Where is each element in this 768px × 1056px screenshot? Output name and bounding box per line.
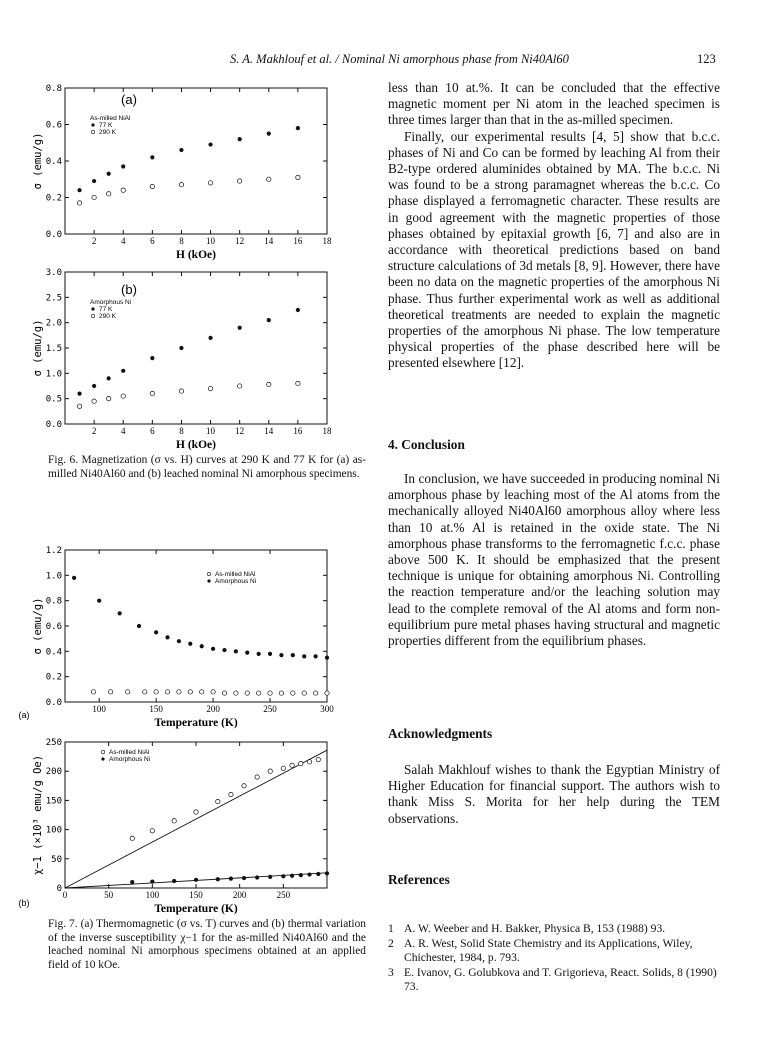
data-point <box>216 799 220 803</box>
x-tick-label: 250 <box>263 704 277 714</box>
data-point <box>165 690 169 694</box>
plot-frame <box>65 550 327 702</box>
legend-title: As-milled NiAl <box>90 115 131 122</box>
legend-title: Amorphous Ni <box>90 299 132 306</box>
x-tick-label: 10 <box>206 426 216 436</box>
figure-7a-chart <box>18 542 370 729</box>
data-point <box>307 760 311 764</box>
conclusion-paragraph: In conclusion, we have succeeded in producing nominal Ni amorphous phase by leaching most of the Al atoms from the mechanically alloyed Ni40Al60 amorphous alloy where less than 10 at.% Al is retained in the oxide state. The Ni amorphous phase transforms to the ferromagnetic f.c.c. phase above 500 K. It should be emphasized that the present technique is unique for obtaining amorphous Ni. Controlling the reaction temperature and/or the leaching solution may lead to the complete removal of the Al atoms and form non-equilibrium pure metal phases having structural and magnetic properties different from the equilibrium phases. <box>388 471 720 649</box>
x-axis-label: H (kOe) <box>176 439 216 451</box>
x-tick-label: 200 <box>206 704 220 714</box>
legend-marker <box>207 572 210 575</box>
legend-marker <box>91 307 94 310</box>
legend-marker <box>207 579 210 582</box>
data-point <box>130 836 134 840</box>
data-point <box>150 184 154 188</box>
panel-label: (a) <box>18 710 30 720</box>
data-point <box>267 382 271 386</box>
y-tick-label: 1.0 <box>45 571 62 582</box>
data-point <box>268 769 272 773</box>
x-axis-label: Temperature (K) <box>154 903 238 915</box>
figure-7b-chart <box>18 734 370 915</box>
y-tick-label: 2.5 <box>45 293 62 304</box>
data-point <box>242 876 246 880</box>
y-tick-label: 0 <box>56 884 62 894</box>
data-point <box>279 653 283 657</box>
figure-7-caption: Fig. 7. (a) Thermomagnetic (σ vs. T) curves and (b) thermal variation of the inverse susceptibility χ−1 for the as-milled Ni40Al60 and the leached nominal Ni amorphous specimens obtained at an applied field of 10 kOe. <box>48 918 366 971</box>
x-tick-label: 0 <box>62 890 68 900</box>
x-tick-label: 100 <box>145 890 160 900</box>
data-point <box>72 576 76 580</box>
data-point <box>91 690 95 694</box>
data-point <box>216 877 220 881</box>
legend-marker <box>91 123 94 126</box>
y-tick-label: 0.6 <box>45 120 62 131</box>
data-point <box>222 648 226 652</box>
data-point <box>256 691 260 695</box>
legend-label: As-milled NiAl <box>109 749 150 756</box>
data-point <box>208 336 212 340</box>
data-point <box>194 878 198 882</box>
y-tick-label: 200 <box>45 767 62 778</box>
data-point <box>77 392 81 396</box>
x-tick-label: 14 <box>264 426 274 436</box>
data-point <box>291 653 295 657</box>
paragraph-2: Finally, our experimental results [4, 5] show that b.c.c. phases of Ni and Co can be formed by leaching Al from their B2-type ordered aluminides obtained by MA. The b.c.c. Ni was found to be a strong paramagnet whereas the b.c.c. Co phase displayed a ferromagnetic character. These results are in good agreement with the magnetic properties of those phases obtained by epitaxial growth [6, 7] and also are in accordance with theoretical predictions based on band structure calculations of 3d metals [8, 9]. However, there have been no data on the magnetic properties of the amorphous Ni phase. Thus further experimental work as well as additional theoretical treatments are needed to explain the magnetic properties of the amorphous Ni phase. The low temperature physical properties of the phase described here will be presented elsewhere [12]. <box>388 128 720 371</box>
data-point <box>268 652 272 656</box>
data-point <box>267 132 271 136</box>
acknowledgments-paragraph: Salah Makhlouf wishes to thank the Egyptian Ministry of Higher Education for financial support. The authors wish to thank Miss S. Morita for her help during the TEM observations. <box>388 762 720 826</box>
running-title: S. A. Makhlouf et al. / Nominal Ni amorphous phase from Ni40Al60 <box>230 52 569 66</box>
data-point <box>150 155 154 159</box>
y-axis-label: σ (emu/g) <box>32 132 44 190</box>
y-tick-label: 250 <box>45 738 62 748</box>
data-point <box>125 690 129 694</box>
y-tick-label: 0.4 <box>45 647 62 658</box>
legend-label: 290 K <box>99 129 116 136</box>
data-point <box>314 654 318 658</box>
data-point <box>188 690 192 694</box>
legend-marker <box>91 314 94 317</box>
panel-label: (a) <box>121 92 137 107</box>
data-point <box>268 691 272 695</box>
data-point <box>137 624 141 628</box>
data-point <box>154 630 158 634</box>
y-tick-label: 0.6 <box>45 622 62 632</box>
data-point <box>208 181 212 185</box>
x-tick-label: 12 <box>235 236 245 246</box>
data-point <box>238 326 242 330</box>
x-tick-label: 12 <box>235 426 245 436</box>
data-point <box>154 690 158 694</box>
y-axis-label: σ (emu/g) <box>32 597 44 655</box>
x-tick-label: 200 <box>232 890 247 900</box>
reference-item: 2 A. R. West, Solid State Chemistry and its Applications, Wiley, Chichester, 1984, p. 793. <box>388 937 693 964</box>
data-point <box>268 875 272 879</box>
y-tick-label: 3.0 <box>45 268 62 278</box>
reference-list <box>388 922 728 995</box>
data-point <box>237 179 241 183</box>
running-header <box>0 52 768 68</box>
data-point <box>188 642 192 646</box>
data-point <box>179 183 183 187</box>
x-tick-label: 2 <box>91 426 97 436</box>
data-point <box>222 691 226 695</box>
data-point <box>200 644 204 648</box>
data-point <box>238 137 242 141</box>
data-point <box>245 691 249 695</box>
x-tick-label: 18 <box>322 426 332 436</box>
data-point <box>92 179 96 183</box>
data-point <box>281 766 285 770</box>
data-point <box>77 188 81 192</box>
section-heading-conclusion: 4. Conclusion <box>388 437 465 452</box>
y-tick-label: 50 <box>51 854 62 865</box>
data-point <box>199 690 203 694</box>
data-point <box>255 775 259 779</box>
data-point <box>313 691 317 695</box>
data-point <box>291 691 295 695</box>
data-point <box>208 142 212 146</box>
legend-label: As-milled NiAl <box>215 571 256 578</box>
figure-6b-chart <box>30 264 370 452</box>
data-point <box>121 164 125 168</box>
data-point <box>302 654 306 658</box>
y-tick-label: 1.2 <box>45 546 62 556</box>
body-text-top <box>388 80 720 372</box>
data-point <box>234 691 238 695</box>
data-point <box>229 792 233 796</box>
data-point <box>296 126 300 130</box>
data-point <box>229 877 233 881</box>
plot-frame <box>65 272 327 424</box>
data-point <box>242 784 246 788</box>
y-tick-label: 0.0 <box>45 698 62 708</box>
data-point <box>281 874 285 878</box>
y-tick-label: 0.8 <box>45 596 62 607</box>
x-tick-label: 2 <box>91 236 97 246</box>
section-heading-references: References <box>388 872 450 887</box>
y-tick-label: 0.0 <box>45 420 62 430</box>
x-tick-label: 250 <box>276 890 291 900</box>
data-point <box>172 879 176 883</box>
data-point <box>143 690 147 694</box>
data-point <box>237 384 241 388</box>
y-tick-label: 0.0 <box>45 230 62 240</box>
x-tick-label: 50 <box>104 890 114 900</box>
data-point <box>211 690 215 694</box>
data-point <box>299 873 303 877</box>
data-point <box>179 148 183 152</box>
conclusion-text <box>388 471 720 649</box>
y-tick-label: 0.2 <box>45 193 62 204</box>
x-tick-label: 4 <box>120 236 126 246</box>
data-point <box>121 394 125 398</box>
data-point <box>179 346 183 350</box>
x-tick-label: 300 <box>320 704 334 714</box>
x-tick-label: 8 <box>179 236 184 246</box>
data-point <box>92 399 96 403</box>
data-point <box>107 376 111 380</box>
data-point <box>177 690 181 694</box>
y-axis-label: σ (emu/g) <box>32 319 44 377</box>
y-tick-label: 0.5 <box>45 394 62 405</box>
y-tick-label: 150 <box>45 796 62 807</box>
panel-label: (b) <box>18 898 30 908</box>
data-point <box>108 690 112 694</box>
legend-label: 77 K <box>99 122 113 129</box>
data-point <box>296 175 300 179</box>
x-tick-label: 18 <box>322 236 332 246</box>
data-point <box>325 871 329 875</box>
data-point <box>316 872 320 876</box>
data-point <box>325 691 329 695</box>
data-point <box>150 391 154 395</box>
data-point <box>121 369 125 373</box>
reference-item: 1 A. W. Weeber and H. Bakker, Physica B, 153 (1988) 93. <box>388 922 666 935</box>
page-number: 123 <box>697 52 716 66</box>
x-axis-label: H (kOe) <box>176 249 216 261</box>
x-tick-label: 150 <box>149 704 163 714</box>
plot-frame <box>65 742 327 888</box>
data-point <box>150 356 154 360</box>
figure-6a-chart <box>30 82 370 262</box>
data-point <box>106 396 110 400</box>
x-tick-label: 6 <box>150 236 155 246</box>
x-tick-label: 100 <box>92 704 106 714</box>
data-point <box>179 389 183 393</box>
data-point <box>325 656 329 660</box>
x-tick-label: 14 <box>264 236 274 246</box>
legend-marker <box>101 757 104 760</box>
data-point <box>302 691 306 695</box>
x-tick-label: 150 <box>189 890 203 900</box>
x-tick-label: 4 <box>120 426 126 436</box>
section-heading-acknowledgments: Acknowledgments <box>388 726 493 741</box>
panel-label: (b) <box>121 282 137 297</box>
data-point <box>296 308 300 312</box>
fit-line-as-milled <box>65 750 327 888</box>
legend-label: 290 K <box>99 313 116 320</box>
y-tick-label: 0.8 <box>45 84 62 94</box>
x-tick-label: 8 <box>179 426 184 436</box>
data-point <box>245 651 249 655</box>
data-point <box>121 188 125 192</box>
x-tick-label: 6 <box>150 426 155 436</box>
data-point <box>290 874 294 878</box>
data-point <box>255 875 259 879</box>
data-point <box>92 384 96 388</box>
data-point <box>290 763 294 767</box>
reference-item: 3 E. Ivanov, G. Golubkova and T. Grigorieva, React. Solids, 8 (1990) 73. <box>388 966 717 993</box>
y-tick-label: 100 <box>45 825 62 836</box>
y-tick-label: 0.4 <box>45 157 62 167</box>
data-point <box>194 810 198 814</box>
x-tick-label: 16 <box>293 426 303 436</box>
y-tick-label: 1.5 <box>45 344 62 354</box>
data-point <box>296 381 300 385</box>
data-point <box>177 639 181 643</box>
x-tick-label: 10 <box>206 236 216 246</box>
y-tick-label: 2.0 <box>45 318 62 329</box>
data-point <box>172 819 176 823</box>
data-point <box>234 649 238 653</box>
data-point <box>77 201 81 205</box>
data-point <box>267 318 271 322</box>
data-point <box>211 647 215 651</box>
data-point <box>77 404 81 408</box>
paragraph-1: less than 10 at.%. It can be concluded that the effective magnetic moment per Ni atom in the leached specimen is three times larger than that in the as-milled specimen. <box>388 80 720 128</box>
legend-marker <box>101 750 104 753</box>
data-point <box>316 757 320 761</box>
legend-label: Amorphous Ni <box>215 578 257 585</box>
y-axis-label: χ−1 (×10³ emu/g Oe) <box>32 754 44 876</box>
acknowledgments-text <box>388 762 720 827</box>
data-point <box>107 172 111 176</box>
data-point <box>267 177 271 181</box>
x-tick-label: 16 <box>293 236 303 246</box>
data-point <box>208 386 212 390</box>
data-point <box>106 192 110 196</box>
y-tick-label: 1.0 <box>45 369 62 380</box>
plot-frame <box>65 88 327 234</box>
legend-marker <box>91 130 94 133</box>
data-point <box>150 829 154 833</box>
x-axis-label: Temperature (K) <box>154 717 238 729</box>
figure-6-caption: Fig. 6. Magnetization (σ vs. H) curves at 290 K and 77 K for (a) as-milled Ni40Al60 and (b) leached nominal Ni amorphous specimens. <box>48 454 366 480</box>
y-tick-label: 0.2 <box>45 672 62 683</box>
data-point <box>150 879 154 883</box>
data-point <box>118 611 122 615</box>
data-point <box>279 691 283 695</box>
data-point <box>130 880 134 884</box>
data-point <box>307 872 311 876</box>
legend-label: 77 K <box>99 306 113 313</box>
legend-label: Amorphous Ni <box>109 756 151 763</box>
data-point <box>97 599 101 603</box>
data-point <box>92 195 96 199</box>
data-point <box>257 652 261 656</box>
data-point <box>165 635 169 639</box>
data-point <box>299 761 303 765</box>
